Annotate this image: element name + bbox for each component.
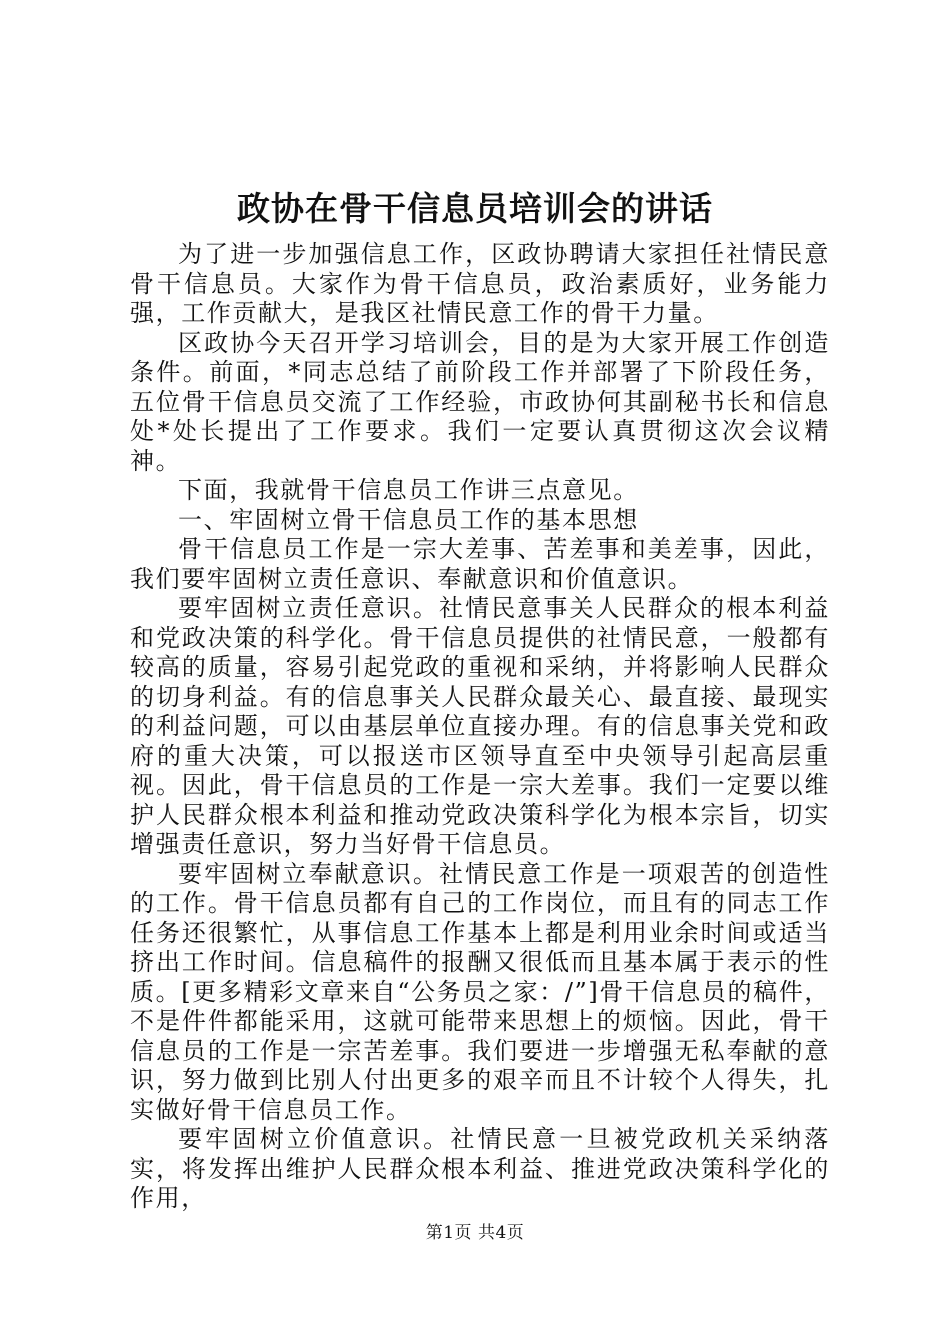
document-title: 政协在骨干信息员培训会的讲话 <box>237 189 713 228</box>
paragraph-meeting: 区政协今天召开学习培训会，目的是为大家开展工作创造条件。前面，*同志总结了前阶段工作并部署了下阶段任务，五位骨干信息员交流了工作经验，市政协何其副秘书长和信息处*处长提出了工作要求。我们一定要认真贯彻这次会议精神。 <box>130 328 830 475</box>
paragraph-value: 要牢固树立价值意识。社情民意一旦被党政机关采纳落实，将发挥出维护人民群众根本利益、推进党政决策科学化的作用， <box>130 1125 830 1212</box>
paragraph-intro: 为了进一步加强信息工作，区政协聘请大家担任社情民意骨干信息员。大家作为骨干信息员，政治素质好，业务能力强，工作贡献大，是我区社情民意工作的骨干力量。 <box>130 240 830 327</box>
page-footer: 第1页 共4页 <box>425 1223 525 1243</box>
section-heading-1: 一、牢固树立骨干信息员工作的基本思想 <box>178 505 639 534</box>
paragraph-dedication: 要牢固树立奉献意识。社情民意工作是一项艰苦的创造性的工作。骨干信息员都有自己的工作岗位，而且有的同志工作任务还很繁忙，从事信息工作基本上都是利用业余时间或适当挤出工作时间。信息稿件的报酬又很低而且基本属于表示的性质。[更多精彩文章来自“公务员之家：/”]骨干信息员的稿件，不是件件都能采用，这就可能带来思想上的烦恼。因此，骨干信息员的工作是一宗苦差事。我们要进一步增强无私奉献的意识，努力做到比别人付出更多的艰辛而且不计较个人得失，扎实做好骨干信息员工作。 <box>130 859 830 1124</box>
paragraph-responsibility: 要牢固树立责任意识。社情民意事关人民群众的根本利益和党政决策的科学化。骨干信息员提供的社情民意，一般都有较高的质量，容易引起党政的重视和采纳，并将影响人民群众的切身利益。有的信息事关人民群众最关心、最直接、最现实的利益问题，可以由基层单位直接办理。有的信息事关党和政府的重大决策，可以报送市区领导直至中央领导引起高层重视。因此，骨干信息员的工作是一宗大差事。我们一定要以维护人民群众根本利益和推动党政决策科学化为根本宗旨，切实增强责任意识，努力当好骨干信息员。 <box>130 594 830 858</box>
document-body <box>130 240 830 1214</box>
paragraph-three-points: 下面，我就骨干信息员工作讲三点意见。 <box>178 476 639 504</box>
paragraph-section-1-intro: 骨干信息员工作是一宗大差事、苦差事和美差事，因此，我们要牢固树立责任意识、奉献意识和价值意识。 <box>130 535 830 593</box>
